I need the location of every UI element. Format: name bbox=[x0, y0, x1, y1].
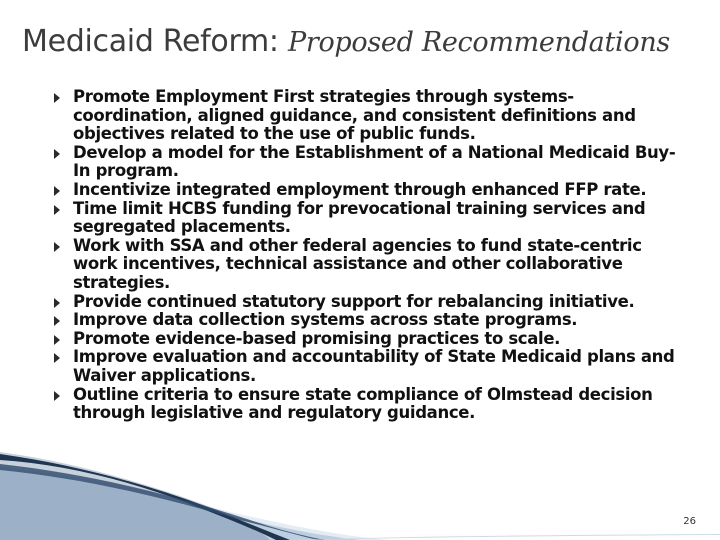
arrow-bullet-icon bbox=[54, 149, 60, 159]
bullet-text: Promote evidence-based promising practices to scale. bbox=[73, 328, 561, 348]
bullet-text: Improve evaluation and accountability of State Medicaid plans and Waiver applications. bbox=[73, 347, 675, 385]
arrow-bullet-icon bbox=[54, 335, 60, 345]
bullet-text: Outline criteria to ensure state compliance of Olmstead decision through legislative and regulatory guidance. bbox=[73, 384, 653, 423]
title-main: Medicaid Reform: bbox=[22, 24, 279, 59]
bullet-item bbox=[48, 237, 676, 293]
bullet-item bbox=[48, 311, 676, 330]
arrow-bullet-icon bbox=[54, 205, 60, 215]
bullet-item bbox=[48, 88, 676, 144]
bullet-text: Incentivize integrated employment through enhanced FFP rate. bbox=[73, 179, 647, 199]
bullet-item bbox=[48, 348, 676, 385]
arrow-bullet-icon bbox=[54, 242, 60, 252]
bullet-item bbox=[48, 330, 676, 349]
slide-title bbox=[22, 22, 712, 63]
bullet-item bbox=[48, 386, 676, 423]
arrow-bullet-icon bbox=[54, 93, 60, 103]
footer-swoosh bbox=[0, 440, 720, 540]
arrow-bullet-icon bbox=[54, 186, 60, 196]
bullet-text: Time limit HCBS funding for prevocational training services and segregated placements. bbox=[73, 198, 646, 237]
title-subtitle: Proposed Recommendations bbox=[287, 27, 670, 58]
bullet-text: Work with SSA and other federal agencies to fund state-centric work incentives, technical assistance and other collaborative strategies. bbox=[73, 235, 642, 292]
bullet-list bbox=[48, 88, 676, 423]
bullet-text: Provide continued statutory support for rebalancing initiative. bbox=[73, 291, 635, 311]
page-number: 26 bbox=[683, 516, 696, 527]
bullet-text: Improve data collection systems across state programs. bbox=[73, 310, 578, 330]
bullet-item bbox=[48, 181, 676, 200]
bullet-text: Promote Employment First strategies through systems-coordination, aligned guidance, and consistent definitions and objectives related to the use of public funds. bbox=[73, 87, 636, 144]
arrow-bullet-icon bbox=[54, 298, 60, 308]
arrow-bullet-icon bbox=[54, 391, 60, 401]
bullet-item bbox=[48, 200, 676, 237]
arrow-bullet-icon bbox=[54, 353, 60, 363]
arrow-bullet-icon bbox=[54, 316, 60, 326]
bullet-item bbox=[48, 144, 676, 181]
bullet-text: Develop a model for the Establishment of a National Medicaid Buy-In program. bbox=[73, 142, 676, 181]
bullet-item bbox=[48, 293, 676, 312]
